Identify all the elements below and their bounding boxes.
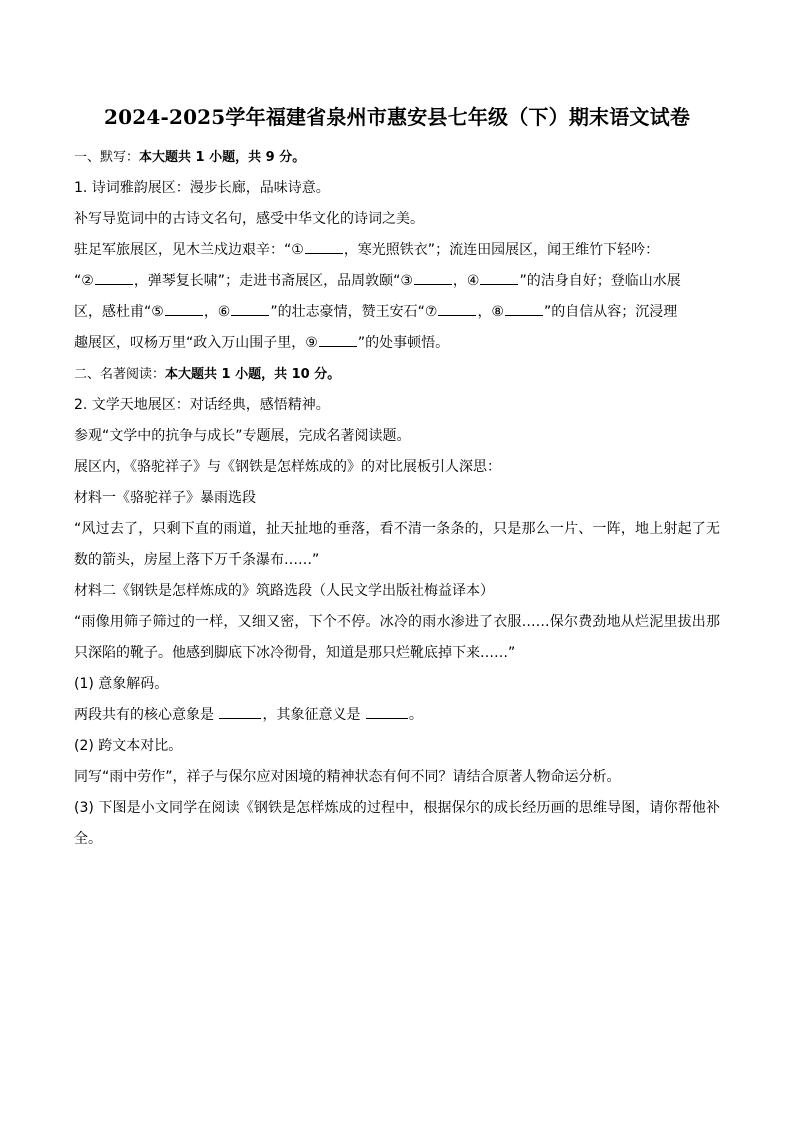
- q1-line-1: 驻足军旅展区，见木兰戍边艰辛：“① ，寒光照铁衣”；流连田园展区，闻王维竹下轻吟：: [74, 235, 720, 266]
- section-2-label: 二、名著阅读：: [74, 367, 166, 382]
- answer-blank-8[interactable]: [505, 301, 543, 316]
- sub-question-3-text: (3) 下图是小文同学在阅读《钢铁是怎样炼成的过程中，根据保尔的成长经历画的思维导图，请你帮他补全。: [74, 800, 720, 847]
- q1-head: 1. 诗词雅韵展区：漫步长廊，品味诗意。: [74, 180, 330, 196]
- answer-blank-4[interactable]: [480, 270, 518, 285]
- q1-line-4: 趣展区，叹杨万里“政入万山围子里，⑨ ”的处事顿悟。: [74, 328, 720, 359]
- q1-line-3: 区，感杜甫“⑤ ，⑥ ”的壮志豪情，赞王安石“⑦ ，⑧ ”的自信从容；沉浸理: [74, 297, 720, 328]
- material-1-title: 材料一《骆驼祥子》暴雨选段: [74, 490, 256, 506]
- q2-intro-2: 展区内，《骆驼祥子》与《钢铁是怎样炼成的》的对比展板引人深思：: [74, 459, 501, 475]
- answer-blank-5[interactable]: [165, 301, 203, 316]
- answer-blank-7[interactable]: [438, 301, 476, 316]
- section-1-header: [74, 142, 720, 173]
- sub-question-2-title: (2) 跨文本对比。: [74, 738, 183, 754]
- q1-line-2: “② ，弹琴复长啸”；走进书斋展区，品周敦颐“③ ，④ ”的洁身自好；登临山水展: [74, 266, 720, 297]
- answer-blank-imagery[interactable]: [219, 704, 261, 719]
- answer-blank-2[interactable]: [95, 270, 133, 285]
- material-2-text: “雨像用筛子筛过的一样，又细又密，下个不停。冰冷的雨水渗进了衣服……保尔费劲地从烂泥里拔出那只深陷的靴子。他感到脚底下冰冷彻骨，知道是那只烂靴底掉下来……”: [74, 614, 720, 661]
- answer-blank-symbolism[interactable]: [366, 704, 408, 719]
- exam-title: 2024-2025学年福建省泉州市惠安县七年级（下）期末语文试卷: [103, 105, 691, 129]
- section-2-header: [74, 359, 720, 390]
- answer-blank-9[interactable]: [319, 332, 357, 347]
- section-2-desc: 本大题共 1 小题，共 10 分。: [165, 367, 341, 382]
- sub-question-1-text: 两段共有的核心意象是 ，其象征意义是 。: [74, 700, 720, 731]
- answer-blank-1[interactable]: [305, 239, 343, 254]
- sub-question-2-text: 同写“雨中劳作”，祥子与保尔应对困境的精神状态有何不同？请结合原著人物命运分析。: [74, 769, 621, 785]
- material-2-title: 材料二《钢铁是怎样炼成的》筑路选段（人民文学出版社梅益译本）: [74, 583, 494, 599]
- section-1-label: 一、默写：: [74, 150, 140, 165]
- q2-head: 2. 文学天地展区：对话经典，感悟精神。: [74, 397, 330, 413]
- q1-intro: 补写导览词中的古诗文名句，感受中华文化的诗词之美。: [74, 211, 424, 227]
- sub-question-1-title: (1) 意象解码。: [74, 676, 169, 692]
- section-1-desc: 本大题共 1 小题，共 9 分。: [139, 150, 306, 165]
- q2-intro: 参观“文学中的抗争与成长”专题展，完成名著阅读题。: [74, 428, 411, 444]
- answer-blank-3[interactable]: [414, 270, 452, 285]
- material-1-text: “风过去了，只剩下直的雨道，扯天扯地的垂落，看不清一条条的，只是那么一片、一阵，地上射起了无数的箭头，房屋上落下万千条瀑布……”: [74, 521, 720, 568]
- exam-content: [74, 142, 720, 855]
- answer-blank-6[interactable]: [231, 301, 269, 316]
